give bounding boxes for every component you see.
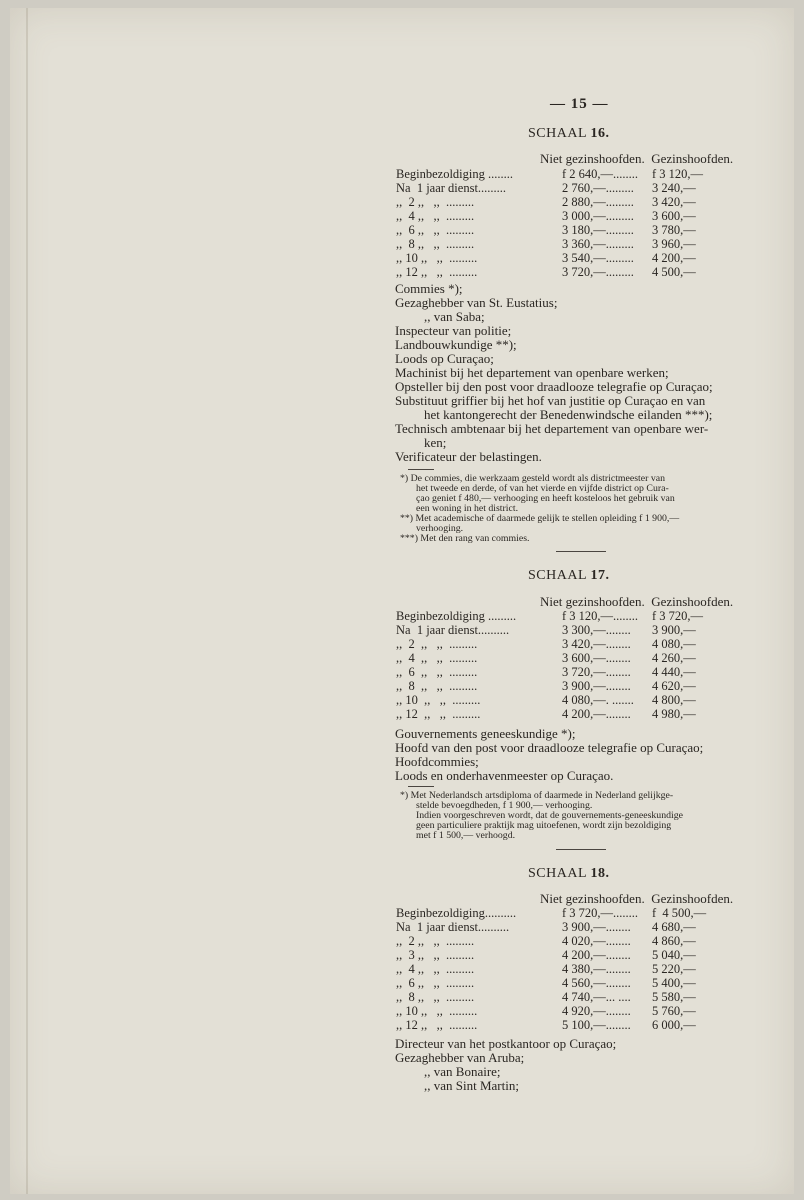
footnote-line: met f 1 500,— verhoogd. xyxy=(416,830,516,841)
header-family-heads: Gezinshoofden. xyxy=(651,891,734,906)
footnote-line: verhooging. xyxy=(416,523,464,534)
footnote-line: geen particuliere praktijk mag uitoefenen, wordt zijn bezoldiging xyxy=(416,820,672,831)
row-non-family-amount: 3 000,—......... xyxy=(562,209,634,223)
footnote-line: stelde bevoegdheden, f 1 900,— verhooging. xyxy=(416,800,593,811)
row-non-family-amount: 4 080,—. ....... xyxy=(562,693,634,707)
row-step: ,, 12 ,, ,, ......... xyxy=(396,707,481,721)
scale-title-number: 17. xyxy=(590,568,610,583)
row-step: Na 1 jaar dienst.......... xyxy=(396,920,510,934)
row-family-amount: 5 220,— xyxy=(652,962,696,976)
row-family-amount: f 4 500,— xyxy=(652,906,707,920)
function-line: ,, van Bonaire; xyxy=(424,1064,501,1079)
row-step: ,, 8 ,, ,, ......... xyxy=(396,679,478,693)
row-family-amount: 3 780,— xyxy=(652,223,696,237)
function-line: ken; xyxy=(424,435,447,450)
row-non-family-amount: 3 720,—......... xyxy=(562,265,634,279)
row-family-amount: 5 040,— xyxy=(652,948,696,962)
function-line: Inspecteur van politie; xyxy=(395,323,512,338)
row-family-amount: 4 260,— xyxy=(652,651,696,665)
row-step: ,, 4 ,, ,, ......... xyxy=(396,962,475,976)
row-family-amount: 4 860,— xyxy=(652,934,696,948)
row-non-family-amount: 3 540,—......... xyxy=(562,251,634,265)
scale-16-column-headers xyxy=(540,151,733,167)
row-step: ,, 2 ,, ,, ......... xyxy=(396,637,478,651)
function-line: Hoofdcommies; xyxy=(395,754,479,769)
scale-17-column-headers xyxy=(540,594,733,610)
row-family-amount: 4 620,— xyxy=(652,679,696,693)
header-family-heads: Gezinshoofden. xyxy=(651,594,734,609)
row-step: ,, 6 ,, ,, ......... xyxy=(396,223,475,237)
function-line: ,, van Saba; xyxy=(424,309,485,324)
footnote-line: ***) Met den rang van commies. xyxy=(400,533,530,544)
function-line: Loods op Curaçao; xyxy=(395,351,494,366)
row-family-amount: 3 960,— xyxy=(652,237,696,251)
scale-title-prefix: SCHAAL xyxy=(528,126,591,141)
row-step: ,, 6 ,, ,, ......... xyxy=(396,665,478,679)
scale-18-title xyxy=(528,866,610,882)
scale-title-prefix: SCHAAL xyxy=(528,866,591,881)
row-step: ,, 4 ,, ,, ......... xyxy=(396,209,475,223)
row-family-amount: 4 800,— xyxy=(652,693,696,707)
page-number: — 15 — xyxy=(550,96,609,112)
header-non-family-heads: Niet gezinshoofden. xyxy=(540,151,645,166)
row-family-amount: f 3 120,— xyxy=(652,167,704,181)
row-non-family-amount: 4 380,—........ xyxy=(562,962,631,976)
row-family-amount: 3 900,— xyxy=(652,623,696,637)
scale-title-number: 18. xyxy=(590,866,610,881)
section-divider xyxy=(556,551,606,552)
scale-title-prefix: SCHAAL xyxy=(528,568,591,583)
row-step: Na 1 jaar dienst.......... xyxy=(396,623,510,637)
row-non-family-amount: f 2 640,—........ xyxy=(562,167,639,181)
row-step: ,, 12 ,, ,, ......... xyxy=(396,265,478,279)
function-line: Hoofd van den post voor draadlooze telegrafie op Curaçao; xyxy=(395,740,704,755)
row-non-family-amount: 3 360,—......... xyxy=(562,237,634,251)
row-non-family-amount: 4 200,—........ xyxy=(562,948,631,962)
scale-18-column-headers xyxy=(540,891,733,907)
row-step: ,, 3 ,, ,, ......... xyxy=(396,948,475,962)
footnote-line: **) Met academische of daarmede gelijk te stellen opleiding f 1 900,— xyxy=(400,513,680,524)
row-non-family-amount: f 3 720,—........ xyxy=(562,906,639,920)
header-non-family-heads: Niet gezinshoofden. xyxy=(540,891,645,906)
function-line: Loods en onderhavenmeester op Curaçao. xyxy=(395,768,614,783)
row-step: Na 1 jaar dienst......... xyxy=(396,181,507,195)
row-step: ,, 12 ,, ,, ......... xyxy=(396,1018,478,1032)
row-family-amount: 4 500,— xyxy=(652,265,696,279)
row-step: ,, 8 ,, ,, ......... xyxy=(396,990,475,1004)
function-line: Substituut griffier bij het hof van justitie op Curaçao en van xyxy=(395,393,706,408)
function-line: het kantongerecht der Benedenwindsche eilanden ***); xyxy=(424,407,713,422)
row-step: ,, 10 ,, ,, ......... xyxy=(396,693,481,707)
row-non-family-amount: 5 100,—........ xyxy=(562,1018,631,1032)
function-line: Verificateur der belastingen. xyxy=(395,449,542,464)
row-step: ,, 2 ,, ,, ......... xyxy=(396,195,475,209)
row-step: Beginbezoldiging ......... xyxy=(396,609,517,623)
row-family-amount: 4 980,— xyxy=(652,707,696,721)
row-non-family-amount: 2 880,—......... xyxy=(562,195,634,209)
row-non-family-amount: 2 760,—......... xyxy=(562,181,634,195)
function-line: ,, van Sint Martin; xyxy=(424,1078,519,1093)
header-non-family-heads: Niet gezinshoofden. xyxy=(540,594,645,609)
row-step: ,, 10 ,, ,, ......... xyxy=(396,251,478,265)
row-family-amount: 5 400,— xyxy=(652,976,696,990)
function-line: Gezaghebber van Aruba; xyxy=(395,1050,525,1065)
row-step: Beginbezoldiging.......... xyxy=(396,906,517,920)
row-non-family-amount: 4 020,—........ xyxy=(562,934,631,948)
row-non-family-amount: 3 900,—........ xyxy=(562,679,631,693)
row-step: Beginbezoldiging ........ xyxy=(396,167,513,181)
row-step: ,, 6 ,, ,, ......... xyxy=(396,976,475,990)
footnote-rule xyxy=(408,786,434,787)
footnote-line: het tweede en derde, of van het vierde en vijfde district op Cura- xyxy=(416,483,669,494)
scale-16-title xyxy=(528,126,610,142)
row-non-family-amount: 3 420,—........ xyxy=(562,637,631,651)
row-family-amount: f 3 720,— xyxy=(652,609,704,623)
row-non-family-amount: 4 920,—........ xyxy=(562,1004,631,1018)
row-family-amount: 6 000,— xyxy=(652,1018,696,1032)
row-non-family-amount: 3 720,—........ xyxy=(562,665,631,679)
row-family-amount: 4 680,— xyxy=(652,920,696,934)
function-line: Commies *); xyxy=(395,281,463,296)
row-family-amount: 4 080,— xyxy=(652,637,696,651)
row-non-family-amount: 4 560,—........ xyxy=(562,976,631,990)
function-line: Technisch ambtenaar bij het departement van openbare wer- xyxy=(395,421,709,436)
function-line: Gouvernements geneeskundige *); xyxy=(395,726,576,741)
scale-17-title xyxy=(528,568,610,584)
row-step: ,, 4 ,, ,, ......... xyxy=(396,651,478,665)
row-non-family-amount: 3 300,—........ xyxy=(562,623,631,637)
scale-title-number: 16. xyxy=(590,126,610,141)
function-line: Landbouwkundige **); xyxy=(395,337,517,352)
function-line: Machinist bij het departement van openbare werken; xyxy=(395,365,669,380)
footnote-line: *) Met Nederlandsch artsdiploma of daarmede in Nederland gelijkge- xyxy=(400,790,674,801)
function-line: Directeur van het postkantoor op Curaçao; xyxy=(395,1036,617,1051)
section-divider xyxy=(556,849,606,850)
row-family-amount: 3 420,— xyxy=(652,195,696,209)
footnote-line: een woning in het district. xyxy=(416,503,519,514)
header-family-heads: Gezinshoofden. xyxy=(651,151,734,166)
footnote-line: çao geniet f 480,— verhooging en heeft kosteloos het gebruik van xyxy=(416,493,675,504)
row-family-amount: 5 580,— xyxy=(652,990,696,1004)
footnote-rule xyxy=(408,469,434,470)
row-non-family-amount: 4 740,—... .... xyxy=(562,990,631,1004)
footnote-line: Indien voorgeschreven wordt, dat de gouvernements-geneeskundige xyxy=(416,810,683,821)
row-non-family-amount: 3 900,—........ xyxy=(562,920,631,934)
row-non-family-amount: 3 180,—......... xyxy=(562,223,634,237)
footnote-line: *) De commies, die werkzaam gesteld wordt als districtmeester van xyxy=(400,473,665,484)
row-non-family-amount: f 3 120,—........ xyxy=(562,609,639,623)
row-family-amount: 3 240,— xyxy=(652,181,696,195)
row-step: ,, 2 ,, ,, ......... xyxy=(396,934,475,948)
function-line: Opsteller bij den post voor draadlooze telegrafie op Curaçao; xyxy=(395,379,713,394)
row-step: ,, 8 ,, ,, ......... xyxy=(396,237,475,251)
row-family-amount: 3 600,— xyxy=(652,209,696,223)
row-family-amount: 4 200,— xyxy=(652,251,696,265)
row-non-family-amount: 4 200,—........ xyxy=(562,707,631,721)
function-line: Gezaghebber van St. Eustatius; xyxy=(395,295,558,310)
row-non-family-amount: 3 600,—........ xyxy=(562,651,631,665)
row-step: ,, 10 ,, ,, ......... xyxy=(396,1004,478,1018)
row-family-amount: 5 760,— xyxy=(652,1004,696,1018)
row-family-amount: 4 440,— xyxy=(652,665,696,679)
